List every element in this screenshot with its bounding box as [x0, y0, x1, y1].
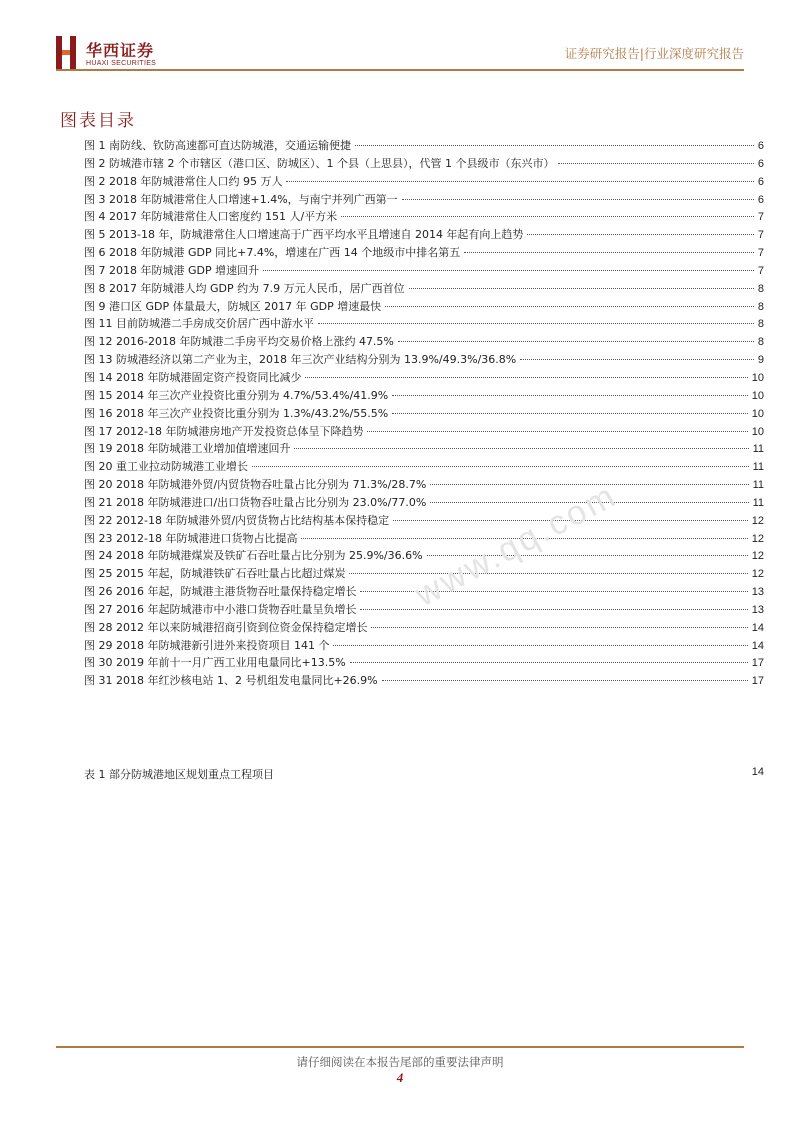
toc-entry-page: 14 — [751, 621, 764, 634]
toc-entry-label: 图 8 2017 年防城港人均 GDP 约为 7.9 万元人民币，居广西首位 — [84, 281, 405, 295]
toc-entry-label: 图 12 2016-2018 年防城港二手房平均交易价格上涨约 47.5% — [84, 335, 394, 349]
toc-entry[interactable] — [84, 405, 764, 423]
toc-entry-page: 11 — [752, 461, 764, 474]
footer-divider — [56, 1046, 744, 1048]
page-number: 4 — [396, 1070, 404, 1085]
dotted-leader — [409, 288, 754, 289]
dotted-leader — [252, 466, 749, 467]
toc-entry-page: 8 — [757, 282, 764, 295]
toc-entry-label: 图 11 目前防城港二手房成交价居广西中游水平 — [84, 317, 314, 331]
toc-entry-label: 图 28 2012 年以来防城港招商引资到位资金保持稳定增长 — [84, 620, 368, 634]
toc-entry-label: 图 23 2012-18 年防城港进口货物占比提高 — [84, 531, 298, 545]
toc-entry-label: 图 13 防城港经济以第二产业为主，2018 年三次产业结构分别为 13.9%/49.3%/36.8% — [84, 353, 517, 367]
toc-entry[interactable] — [84, 423, 764, 441]
dotted-leader — [286, 181, 753, 182]
toc-entry-page: 12 — [751, 532, 764, 545]
toc-entry-page: 8 — [757, 300, 764, 313]
toc-entry-label: 图 4 2017 年防城港常住人口密度约 151 人/平方米 — [84, 210, 338, 224]
dotted-leader — [398, 341, 754, 342]
toc-entry-page: 17 — [751, 657, 764, 670]
toc-entry[interactable] — [84, 654, 764, 672]
toc-entry[interactable] — [84, 226, 764, 244]
toc-entry-label: 图 25 2015 年起，防城港铁矿石吞吐量占比超过煤炭 — [84, 567, 346, 581]
dotted-leader — [294, 448, 748, 449]
toc-entry-label: 图 16 2018 年三次产业投资比重分别为 1.3%/43.2%/55.5% — [84, 406, 389, 420]
toc-entry-label: 图 26 2016 年起，防城港主港货物吞吐量保持稳定增长 — [84, 585, 357, 599]
toc-entry-page: 7 — [757, 229, 764, 242]
toc-entry[interactable] — [84, 547, 764, 565]
toc-entry-page: 6 — [757, 193, 764, 206]
dotted-leader — [341, 216, 754, 217]
toc-entry-page: 6 — [757, 175, 764, 188]
legal-disclaimer-note: 请仔细阅读在本报告尾部的重要法律声明 — [296, 1055, 504, 1069]
toc-entry[interactable] — [84, 262, 764, 280]
table-entry-label: 表 1 部分防城港地区规划重点工程项目 — [84, 768, 274, 781]
toc-entry-label: 图 2 2018 年防城港常住人口约 95 万人 — [84, 174, 283, 188]
dotted-leader — [520, 359, 754, 360]
toc-entry-label: 图 19 2018 年防城港工业增加值增速回升 — [84, 442, 291, 456]
toc-entry[interactable] — [84, 280, 764, 298]
toc-entry-page: 11 — [752, 479, 764, 492]
logo-text-cn: 华西证券 — [86, 41, 155, 60]
toc-entry[interactable] — [84, 619, 764, 637]
logo-text-en: HUAXI SECURITIES — [86, 60, 157, 67]
toc-entry-page: 10 — [751, 407, 764, 420]
toc-entry[interactable] — [84, 637, 764, 655]
toc-entry-label: 图 22 2012-18 年防城港外贸/内贸货物占比结构基本保持稳定 — [84, 513, 390, 527]
dotted-leader — [392, 413, 748, 414]
toc-entry-page: 8 — [757, 318, 764, 331]
header-divider — [56, 69, 744, 71]
toc-entry-page: 10 — [751, 371, 764, 384]
dotted-leader — [318, 323, 754, 324]
toc-entry-label: 图 6 2018 年防城港 GDP 同比+7.4%，增速在广西 14 个地级市中排名第五 — [84, 246, 461, 260]
dotted-leader — [263, 270, 754, 271]
toc-entry-page: 6 — [757, 157, 764, 170]
dotted-leader — [333, 645, 747, 646]
toc-entry[interactable] — [84, 530, 764, 548]
toc-entry-page: 10 — [751, 425, 764, 438]
dotted-leader — [385, 306, 754, 307]
toc-entry-label: 图 20 重工业拉动防城港工业增长 — [84, 460, 248, 474]
toc-entry-page: 7 — [757, 264, 764, 277]
toc-entry[interactable] — [84, 369, 764, 387]
dotted-leader — [360, 609, 747, 610]
table-entry[interactable] — [84, 766, 764, 782]
toc-entry-label: 图 5 2013-18 年，防城港常住人口增速高于广西平均水平且增速自 2014 年起有向上趋势 — [84, 228, 524, 242]
toc-entry-label: 图 7 2018 年防城港 GDP 增速回升 — [84, 263, 260, 277]
toc-entry[interactable] — [84, 315, 764, 333]
logo-mark-icon — [56, 36, 80, 70]
toc-entry-page: 13 — [751, 603, 764, 616]
toc-entry-label: 图 2 防城港市辖 2 个市辖区（港口区、防城区）、1 个县（上思县），代管 1 个县级市（东兴市） — [84, 156, 555, 170]
toc-entry-page: 13 — [751, 586, 764, 599]
toc-entry[interactable] — [84, 458, 764, 476]
toc-entry-label: 图 29 2018 年防城港新引进外来投资项目 141 个 — [84, 638, 330, 652]
toc-entry-page: 7 — [757, 247, 764, 260]
toc-entry-label: 图 21 2018 年防城港进口/出口货物吞吐量占比分别为 23.0%/77.0% — [84, 495, 427, 509]
toc-entry[interactable] — [84, 155, 764, 173]
table-entry-page: 14 — [751, 766, 764, 778]
section-title: 图表目录 — [60, 111, 136, 131]
dotted-leader — [558, 163, 753, 164]
toc-entry[interactable] — [84, 476, 764, 494]
toc-entry[interactable] — [84, 173, 764, 191]
toc-entry-label: 图 15 2014 年三次产业投资比重分别为 4.7%/53.4%/41.9% — [84, 388, 389, 402]
toc-entry-page: 17 — [751, 675, 764, 688]
toc-entry-page: 12 — [751, 568, 764, 581]
toc-entry-label: 图 14 2018 年防城港固定资产投资同比减少 — [84, 370, 302, 384]
toc-entry[interactable] — [84, 333, 764, 351]
report-type-label: 证券研究报告|行业深度研究报告 — [564, 46, 744, 61]
toc-entry-page: 11 — [752, 496, 764, 509]
toc-entry-page: 7 — [757, 211, 764, 224]
toc-entry-label: 图 27 2016 年起防城港市中小港口货物吞吐量呈负增长 — [84, 602, 357, 616]
dotted-leader — [305, 377, 747, 378]
dotted-leader — [367, 431, 747, 432]
toc-entry[interactable] — [84, 440, 764, 458]
dotted-leader — [349, 573, 747, 574]
toc-entry-label: 图 20 2018 年防城港外贸/内贸货物吞吐量占比分别为 71.3%/28.7% — [84, 478, 427, 492]
toc-entry[interactable] — [84, 494, 764, 512]
toc-entry[interactable] — [84, 244, 764, 262]
toc-entry-label: 图 3 2018 年防城港常住人口增速+1.4%，与南宁并列广西第一 — [84, 192, 398, 206]
dotted-leader — [392, 395, 748, 396]
toc-entry-page: 12 — [751, 550, 764, 563]
dotted-leader — [382, 680, 748, 681]
toc-entry[interactable] — [84, 351, 764, 369]
toc-entry-page: 9 — [757, 354, 764, 367]
toc-entry-label: 图 24 2018 年防城港煤炭及铁矿石吞吐量占比分别为 25.9%/36.6% — [84, 549, 423, 563]
toc-entry-label: 图 30 2019 年前十一月广西工业用电量同比+13.5% — [84, 656, 346, 670]
toc-entry-page: 14 — [751, 639, 764, 652]
toc-entry-page: 6 — [757, 140, 764, 152]
toc-entry[interactable] — [84, 191, 764, 209]
toc-entry[interactable] — [84, 512, 764, 530]
toc-entry[interactable] — [84, 208, 764, 226]
toc-entry-page: 12 — [751, 514, 764, 527]
toc-entry[interactable] — [84, 298, 764, 316]
toc-entry-page: 11 — [752, 443, 764, 456]
toc-entry-page: 10 — [751, 389, 764, 402]
dotted-leader — [355, 145, 754, 146]
dotted-leader — [371, 627, 747, 628]
toc-entry-label: 图 31 2018 年红沙核电站 1、2 号机组发电量同比+26.9% — [84, 674, 378, 688]
toc-entry-label: 图 17 2012-18 年防城港房地产开发投资总体呈下降趋势 — [84, 424, 364, 438]
dotted-leader — [464, 252, 754, 253]
dotted-leader — [402, 199, 754, 200]
toc-entry-label: 图 1 南防线、钦防高速都可直达防城港，交通运输便捷 — [84, 139, 351, 152]
watermark: www.qq.com — [408, 475, 624, 615]
toc-entry[interactable] — [84, 672, 764, 690]
toc-entry-label: 图 9 港口区 GDP 体量最大，防城区 2017 年 GDP 增速最快 — [84, 299, 382, 313]
toc-entry[interactable] — [84, 137, 764, 155]
dotted-leader — [527, 234, 753, 235]
toc-entry[interactable] — [84, 387, 764, 405]
dotted-leader — [350, 662, 748, 663]
toc-entry-page: 8 — [757, 336, 764, 349]
